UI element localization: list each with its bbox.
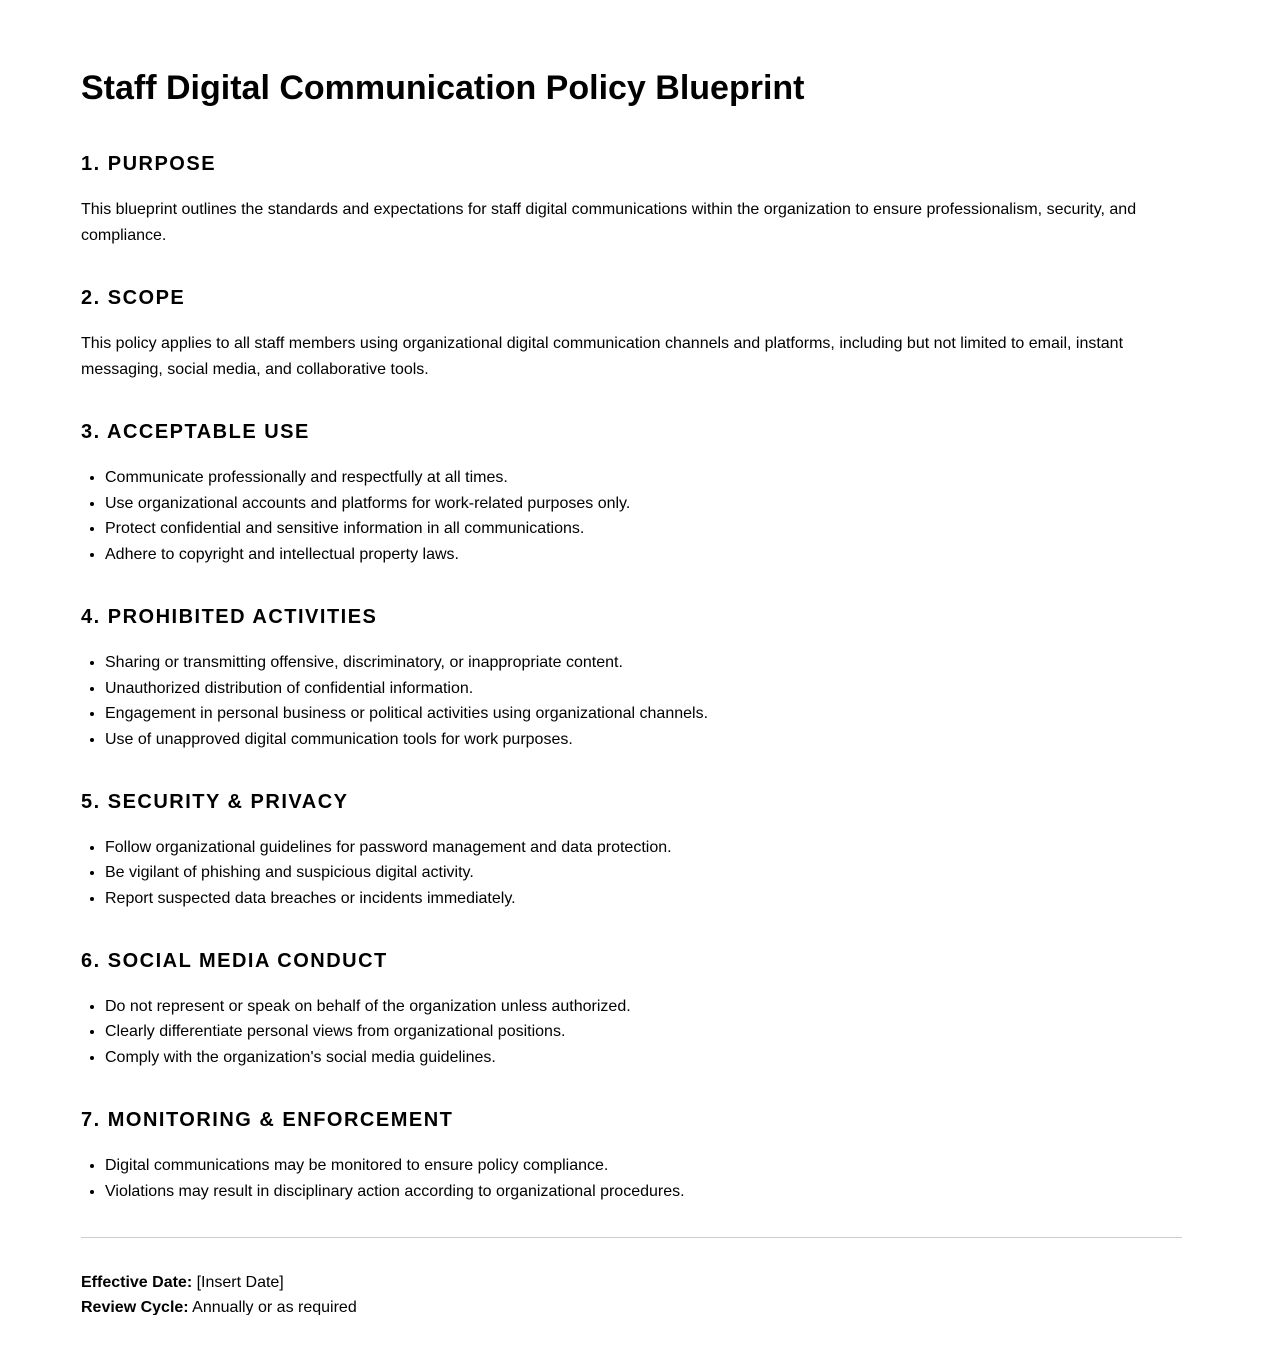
- list-item: • Communicate professionally and respectfully at all times.: [105, 465, 1182, 491]
- list-item: • Use of unapproved digital communication tools for work purposes.: [105, 727, 1182, 753]
- list-item: • Be vigilant of phishing and suspicious digital activity.: [105, 860, 1182, 886]
- review-cycle: [81, 1295, 1182, 1315]
- policy-section: [81, 1108, 1182, 1204]
- policy-section: [81, 605, 1182, 753]
- list-item: • Clearly differentiate personal views from organizational positions.: [105, 1019, 1182, 1045]
- divider: [81, 1237, 1182, 1238]
- effective-date: [81, 1270, 1182, 1295]
- section-list: [81, 465, 1182, 568]
- section-heading: 6. SOCIAL MEDIA CONDUCT: [81, 949, 388, 972]
- review-cycle-value: Annually or as required: [188, 1299, 357, 1315]
- list-item: • Violations may result in disciplinary action according to organizational procedures.: [105, 1179, 1182, 1205]
- list-item: • Comply with the organization's social media guidelines.: [105, 1045, 1182, 1071]
- policy-section: [81, 286, 1182, 383]
- section-text: This blueprint outlines the standards and expectations for staff digital communications within the organization to ensure professionalism, security, and compliance.: [81, 201, 1137, 244]
- policy-section: [81, 790, 1182, 912]
- effective-date-value: [Insert Date]: [192, 1274, 284, 1292]
- section-list: [81, 650, 1182, 753]
- list-item: • Follow organizational guidelines for password management and data protection.: [105, 835, 1182, 861]
- section-text: This policy applies to all staff members using organizational digital communication channels and platforms, including but not limited to email, instant messaging, social media, and collaborative tools.: [81, 335, 1124, 378]
- list-item: • Protect confidential and sensitive information in all communications.: [105, 516, 1182, 542]
- section-list: [81, 835, 1182, 912]
- section-heading: 7. MONITORING & ENFORCEMENT: [81, 1108, 454, 1131]
- section-heading: 2. SCOPE: [81, 287, 186, 309]
- policy-section: [81, 420, 1182, 568]
- section-heading: 4. PROHIBITED ACTIVITIES: [81, 605, 378, 628]
- section-list: [81, 1153, 1182, 1204]
- list-item: • Do not represent or speak on behalf of the organization unless authorized.: [105, 994, 1182, 1020]
- effective-date-label: Effective Date:: [81, 1274, 193, 1292]
- list-item: • Report suspected data breaches or incidents immediately.: [105, 886, 1182, 912]
- policy-section: [81, 949, 1182, 1071]
- section-heading: 5. SECURITY & PRIVACY: [81, 790, 349, 813]
- list-item: • Use organizational accounts and platforms for work-related purposes only.: [105, 491, 1182, 517]
- review-cycle-label: Review Cycle:: [81, 1299, 189, 1315]
- section-list: [81, 994, 1182, 1071]
- list-item: • Sharing or transmitting offensive, discriminatory, or inappropriate content.: [105, 650, 1182, 676]
- list-item: • Adhere to copyright and intellectual property laws.: [105, 542, 1182, 568]
- list-item: • Digital communications may be monitored to ensure policy compliance.: [105, 1153, 1182, 1179]
- list-item: • Unauthorized distribution of confidential information.: [105, 676, 1182, 702]
- page-title: Staff Digital Communication Policy Blueprint: [81, 69, 805, 107]
- section-heading: 3. ACCEPTABLE USE: [81, 421, 310, 443]
- policy-section: [81, 152, 1182, 249]
- list-item: • Engagement in personal business or political activities using organizational channels.: [105, 701, 1182, 727]
- section-heading: 1. PURPOSE: [81, 153, 217, 175]
- sections: [81, 152, 1182, 1204]
